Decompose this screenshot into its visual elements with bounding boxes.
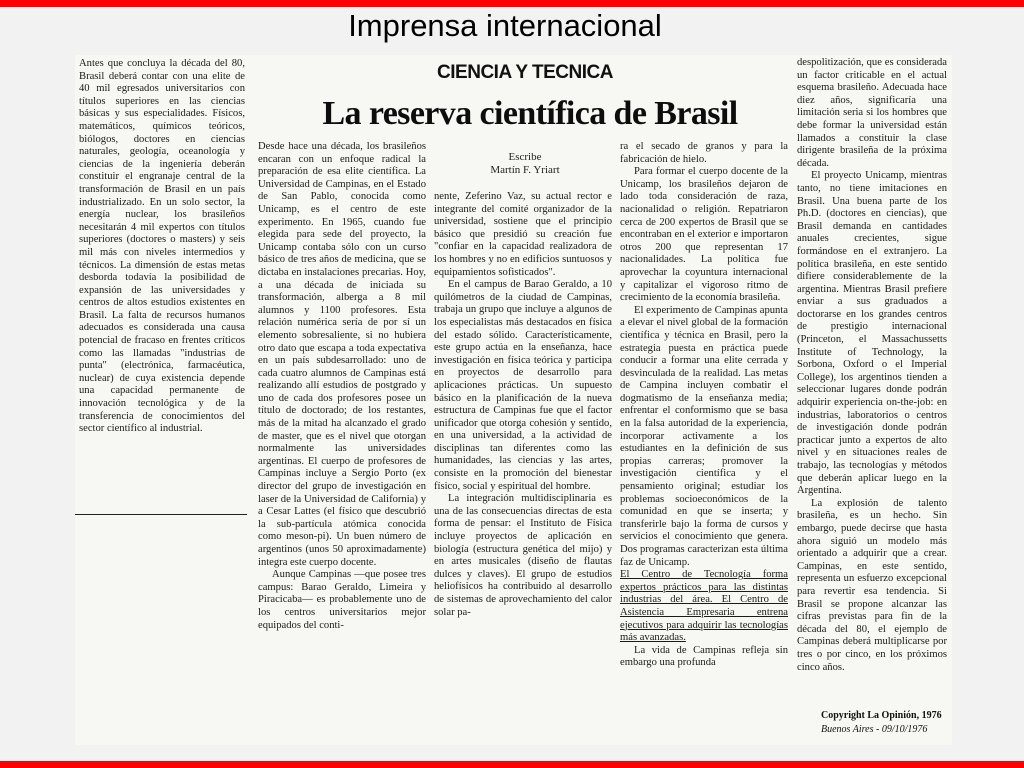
paragraph: despolitización, que es considerada un factor criticable en el actual esquema brasileño. Adecuada hace diez años, significaría una limitación seria si los hombres que debe formar la universidad están llamados a constituir la clase dirigente brasileña de la próxima década. [797,57,947,169]
paragraph: La integración multidisciplinaria es una de las consecuencias directas de esta forma de pensar: el Instituto de Física incluye proyectos de aplicación en biología (estructura genética del mijo) y en artes musicales (diseño de flautas dulces y claves). El grupo de estudios heliofísicos ha contribuido al desarrollo de sistemas de aprovechamiento del calor solar pa- [434,493,612,618]
underlined-text: El Centro de Tecnología forma expertos prácticos para las distintas industrias del área. El Centro de Asistencia Empresaria entrena ejecutivos para adquirir las tecnologías más avanzadas. [620,569,788,644]
paragraph: La vida de Campinas refleja sin embargo una profunda [620,644,788,669]
paragraph: Desde hace una década, los brasileños encaran con un enfoque radical la preparación de esa elite científica. La Universidad de Campinas, en el Estado de San Pablo, conocida como Unicamp, es el centro de este experimento. En 1965, cuando fue elegida para sede del proyecto, la Unicamp contaba sólo con un curso básico de tres años de medicina, que se dictaba en instalaciones precarias. Hoy, a una década de iniciada su transformación, alberga a 8 mil alumnos y 1100 profesores. Esta relación numérica sería de por sí un elemento sobresaliente, si no hubiera otro dato que escapa a toda expectativa en un país subdesarrollado: uno de cada cuatro alumnos de Campinas está realizando allí estudios de postgrado y uno de cada dos profesores posee un título de doctorado; de los restantes, más de la mitad ha alcanzado el grado de master, que es el nivel que otorgan normalmente las universidades argentinas. El cuerpo de profesores de Campinas incluye a Sergio Porto (ex director del grupo de investigación en laser de la Universidad de California) y a Cesar Lattes (el físico que descubrió la sub-partícula atómica conocida como meson-pi). Un buen número de argentinos (unos 50 aproximadamente) integra este cuerpo docente. [258,141,426,568]
slide-title: Imprensa internacional [348,8,662,43]
headline: La reserva científica de Brasil [322,95,738,132]
paragraph: nente, Zeferino Vaz, su actual rector e integrante del comité organizador de la universidad, sostiene que el principio básico que presidió su creación fue "confiar en la capacidad realizadora de los hombres y no en edificios suntuosos y equipamientos sofisticados". [434,191,612,278]
paragraph: En el campus de Barao Geraldo, a 10 quilómetros de la ciudad de Campinas, trabaja un grupo que incluye a algunos de los especialistas más destacados en física del estado sólido. Característicamente, este grupo actúa en la enseñanza, hace investigación en física teórica y participa en proyectos de desarrollo para aplicaciones prácticas. Un supuesto básico en la planificación de la nueva estructura de Campinas fue que el factor unificador que otorga cohesión y sentido, en una universidad, a la actividad de disciplinas tan diferentes como las humanidades, las ciencias y las artes, consiste en la promoción del bienestar físico, social y espiritual del hombre. [434,279,612,492]
paragraph: El experimento de Campinas apunta a elevar el nivel global de la formación científica y técnica en Brasil, pero la estrategia puesta en práctica puede conducir a formar una elite cerrada y desvinculada de la realidad. Las metas de Campina incluyen combatir el dogmatismo de la enseñanza media; enfrentar el conformismo que se basa en la falsa autoridad de la experiencia, incorporar activamente a los estudiantes en la definición de sus propias carreras; promover la investigación científica y el pensamiento original; estudiar los problemas socioeconómicos de la comunidad en que se inserta; y transferirle bajo la forma de cursos y servicios el conocimiento que genera. Dos programas caracterizan esta última faz de Unicamp. [620,304,788,568]
article-column-3 [434,191,612,741]
paragraph: Antes que concluya la década del 80, Brasil deberá contar con una elite de 40 mil egresados universitarios con títulos superiores en las ciencias básicas y sus especialidades. Físicos, matemáticos, químicos teóricos, biólogos, doctores en ciencias naturales, geología, oceanología y ciencias de la ingeniería deberán constituir el engranaje central de la transformación de Brasil en un país industrializado. En un solo sector, la energía nuclear, los brasileños necesitarán 4 mil expertos con títulos superiores (doctores o masters) y seis mil más con niveles intermedios y técnicos. La dimensión de estas metas desborda todavía la posibilidad de expansión de las universidades y centros de altos estudios existentes en Brasil. La falta de recursos humanos adecuados es considerada una causa potencial de fracaso en frentes críticos como las llamadas "industrias de punta" (electrónica, farmacéutica, nuclear) de cuya existencia depende una capacidad permanente de innovación tecnológica y de la transferencia de conocimientos del sector científico al industrial. [79,58,245,435]
byline-label: Escribe [508,151,542,163]
dateline: Buenos Aires - 09/10/1976 [821,724,928,735]
column-divider [75,514,247,515]
byline-author: Martín F. Yriart [490,164,560,176]
article-column-1 [79,58,245,510]
paragraph: El proyecto Unicamp, mientras tanto, no tiene imitaciones en Brasil. Una buena parte de los Ph.D. (doctores en ciencias), que Brasil demanda en cantidades anuales crecientes, sigue formándose en el extranjero. La política brasileña, en este sentido difiere considerablemente de la argentina. Mientras Brasil prefiere enviar a sus graduados a doctorarse en los grandes centros de prestigio internacional (Princeton, el Massachussetts Institute of Technology, la Sorbona, Oxford o el Imperial College), los argentinos tienden a seleccionar lugares donde podrán adquirir experiencia on-the-job: en industrias, laboratorios o centros de investigación donde podrán practicar junto a expertos de alto nivel y en situaciones reales de trabajo, las tecnologías y métodos que deberán aplicar luego en la Argentina. [797,170,947,497]
paragraph: La explosión de talento brasileña, es un hecho. Sin embargo, puede decirse que hasta ahora siguió un modelo más orientado a adquirir que a crear. Campinas, en este sentido, representa un esfuerzo excepcional para revertir esa tendencia. Si Brasil se propone alcanzar las cifras previstas para fin de la década del 80, el ejemplo de Campinas deberá multiplicarse por tres o por cinco, en los próximos cinco años. [797,497,947,673]
copyright-line: Copyright La Opinión, 1976 [821,710,942,721]
article-column-5 [797,57,947,702]
paragraph: ra el secado de granos y para la fabricación de hielo. [620,141,788,165]
section-heading: CIENCIA Y TECNICA [437,62,613,83]
article-column-4 [620,141,788,741]
article-column-2 [258,141,426,741]
newspaper-clipping [75,55,952,745]
paragraph: Aunque Campinas —que posee tres campus: Barao Geraldo, Limeira y Piracicaba— es probablemente uno de los centros universitarios mejor equipados del conti- [258,569,426,631]
bottom-red-bar [0,761,1024,768]
paragraph: Para formar el cuerpo docente de la Unicamp, los brasileños dejaron de lado toda consideración de raza, nacionalidad o religión. Repatriaron cerca de 200 expertos de Brasil que se encontraban en el exterior e importaron otros 200 que representan 17 nacionalidades. La política fue aprovechar la coyuntura internacional y capitalizar el vigoroso ritmo de crecimiento de la economía brasileña. [620,166,788,304]
underlined-passage [620,569,788,645]
